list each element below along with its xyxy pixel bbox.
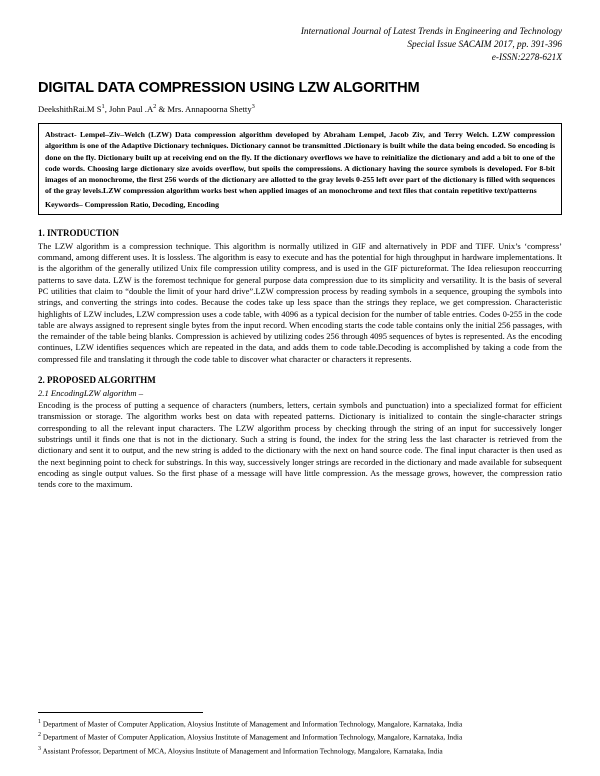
footnote-item — [38, 718, 562, 729]
section-paragraph-encoding: Encoding is the process of putting a sequence of characters (numbers, letters, certain symbols and punctuation) into a specialized format for efficient transmission or storage. The algorithm works best on data with repeated patterns. Dictionary is initialized to contain the single-character strings corresponding to all the relevant input characters. The LZW algorithm process by checking through the string of an input for successively longer substrings until it finds one that is not in the dictionary. Such a string is found, the index for the string less the last character is retrieved from the dictionary and sent it to output, and the new string is added to the dictionary with the next on hand source code. The final input character is then used as the next beginning point to check for substrings. In this way, successively longer strings are recorded in the dictionary and made available for subsequent encoding as single output values. So the first phase of a message will have little compression. As the message grows, however, the compression ratio tends core to the maximum. — [38, 400, 562, 490]
abstract-box — [38, 123, 562, 214]
keywords-line: Keywords– Compression Ratio, Decoding, Encoding — [45, 199, 219, 209]
journal-name: International Journal of Latest Trends in Engineering and Technology — [300, 27, 562, 37]
footnote-mark: 2 — [38, 732, 41, 739]
footnote-area — [38, 712, 562, 758]
footnote-item — [38, 745, 562, 756]
subsection-heading-encoding: 2.1 EncodingLZW algorithm – — [38, 388, 144, 399]
footnote-mark: 3 — [38, 745, 41, 752]
author-mark-2: 2 — [153, 103, 157, 111]
author-mark-3: 3 — [251, 103, 255, 111]
author-names: DeekshithRai.M $S^1$, John Paul $.A^2$ & Mrs. Annapoorna Shetty$^3$ — [38, 103, 255, 115]
page-title: DIGITAL DATA COMPRESSION USING LZW ALGORITHM — [38, 79, 420, 96]
author-mark-1: 1 — [101, 103, 105, 111]
section-paragraph-introduction: The LZW algorithm is a compression technique. This algorithm is normally utilized in GIF and alternatively in PDF and TIFF. Unix’s ‘compress’ command, among different uses. It is lossless. The algorithm is easy to execute and has the potential for high throughput in hardware implementations. It is the algorithm of the generally utilized Unix file compression utility compress, and is used in the GIF pictureformat. The Idea reliesupon reoccurring patterns to save data. LZW is the foremost technique for general purpose data compression due to its simplicity and versatility. It is the basis of several PC utilities that claim to “double the limit of your hard drive”.LZW compression process by reading symbols in a sequence, grouping the symbols into strings, and converting the strings into codes. Because the codes take up less space than the strings they replace, we get compression. Characteristic highlights of LZW includes, LZW compression uses a code table, with 4096 as a typical decision for the number of table entries. Codes 0-255 in the code table are always assigned to represent single bytes from the input record. When encoding starts the code table contains only the initial 256 passages, with the remainder of the table being blanks. Compression is achieved by utilizing codes 256 through 4095 sequences of bytes is represented. As the encoding continues, LZW identifies sequences which are repeated in the data, and adds them to code table.Decoding is accomplished by taking a code from the compressed file and translating it through the code table to discover what character or characters it represents. — [38, 240, 562, 364]
author-list — [38, 104, 562, 115]
footnote-text: Assistant Professor, Department of MCA, Aloysius Institute of Management and Information Technology, Mangalore, Karnataka, India — [42, 746, 443, 756]
footnote-item — [38, 731, 562, 742]
footnote-mark: 1 — [38, 718, 41, 725]
footnote-text: Department of Master of Computer Application, Aloysius Institute of Management and Information Technology, Mangalore, Karnataka, India — [42, 719, 463, 729]
section-heading-introduction: 1. INTRODUCTION — [38, 227, 120, 238]
journal-header — [38, 26, 562, 66]
abstract-text: Abstract- Lempel–Ziv–Welch (LZW) Data compression algorithm developed by Abraham Lempel, Jacob Ziv, and Terry Welch. LZW compression algorithm is one of the Adaptive Dictionary techniques. Dictionary cannot be transmitted .Dictionary is built while the data being encoded. So encoding is done on the fly. Dictionary built up at receiving end on the fly. If the dictionary overflows we have to reinitialize the dictionary and add a bit to one of the code words. Choosing large dictionary size avoids overflow, but spoils the compressions. A dictionary having the source symbols is developed. For 8-bit images of an monochrome, the first 256 words of the dictionary are allotted to the gray levels 0-255 left over part of the dictionary is filled with sequences of the gray levels.LZW compression algorithm works best when applied images of an monochrome and text files that contain repetitive text/patterns — [45, 130, 555, 195]
journal-eissn: e-ISSN:2278-621X — [491, 53, 562, 64]
journal-issue: Special Issue SACAIM 2017, pp. 391-396 — [407, 40, 562, 51]
footnote-divider — [38, 712, 203, 713]
section-heading-proposed-algorithm: 2. PROPOSED ALGORITHM — [38, 375, 156, 386]
footnote-text: Department of Master of Computer Application, Aloysius Institute of Management and Information Technology, Mangalore, Karnataka, India — [42, 732, 463, 742]
